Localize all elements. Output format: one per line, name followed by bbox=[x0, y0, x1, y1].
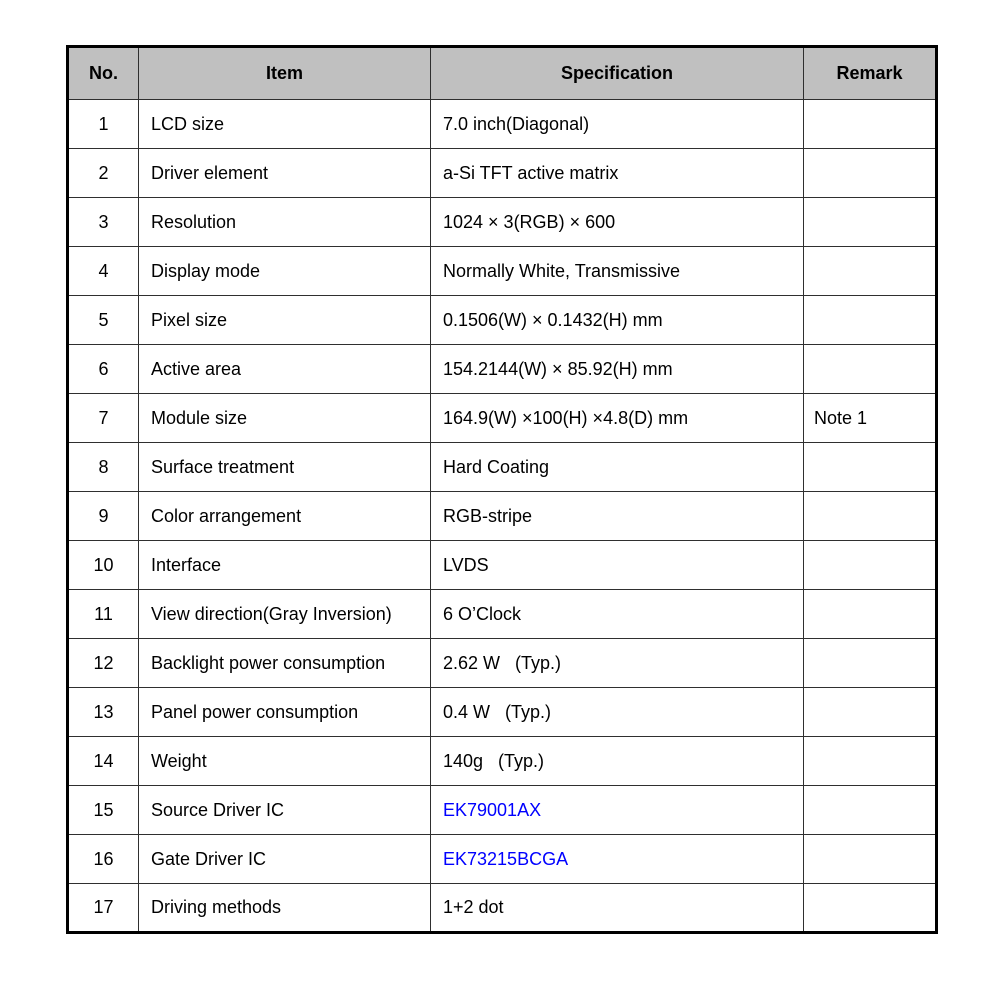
item-cell: View direction(Gray Inversion) bbox=[139, 590, 431, 639]
item-cell: Interface bbox=[139, 541, 431, 590]
item-cell: Driver element bbox=[139, 149, 431, 198]
table-row bbox=[68, 737, 937, 786]
table-row bbox=[68, 786, 937, 835]
remark-cell bbox=[804, 296, 937, 345]
row-number-cell: 16 bbox=[68, 835, 139, 884]
row-number-cell: 6 bbox=[68, 345, 139, 394]
item-cell: Module size bbox=[139, 394, 431, 443]
remark-cell bbox=[804, 149, 937, 198]
remark-cell bbox=[804, 198, 937, 247]
spec-cell: Normally White, Transmissive bbox=[431, 247, 804, 296]
table-header bbox=[68, 47, 937, 100]
table-row bbox=[68, 590, 937, 639]
row-number-cell: 17 bbox=[68, 884, 139, 933]
remark-cell bbox=[804, 443, 937, 492]
spec-cell: 140g (Typ.) bbox=[431, 737, 804, 786]
item-cell: Active area bbox=[139, 345, 431, 394]
table-row bbox=[68, 835, 937, 884]
row-number-cell: 11 bbox=[68, 590, 139, 639]
remark-cell bbox=[804, 590, 937, 639]
table-row bbox=[68, 639, 937, 688]
row-number-cell: 2 bbox=[68, 149, 139, 198]
spec-cell: 164.9(W) ×100(H) ×4.8(D) mm bbox=[431, 394, 804, 443]
table-row bbox=[68, 345, 937, 394]
item-cell: Backlight power consumption bbox=[139, 639, 431, 688]
item-cell: Driving methods bbox=[139, 884, 431, 933]
spec-cell: 0.1506(W) × 0.1432(H) mm bbox=[431, 296, 804, 345]
spec-cell: 1+2 dot bbox=[431, 884, 804, 933]
table-row bbox=[68, 688, 937, 737]
remark-cell bbox=[804, 345, 937, 394]
row-number-cell: 10 bbox=[68, 541, 139, 590]
spec-cell: RGB-stripe bbox=[431, 492, 804, 541]
table-row bbox=[68, 443, 937, 492]
spec-cell: 2.62 W (Typ.) bbox=[431, 639, 804, 688]
spec-cell: 6 O’Clock bbox=[431, 590, 804, 639]
item-cell: Resolution bbox=[139, 198, 431, 247]
col-header-item: Item bbox=[139, 47, 431, 100]
row-number-cell: 8 bbox=[68, 443, 139, 492]
item-cell: Weight bbox=[139, 737, 431, 786]
item-cell: Gate Driver IC bbox=[139, 835, 431, 884]
item-cell: LCD size bbox=[139, 100, 431, 149]
spec-table bbox=[66, 45, 938, 934]
remark-cell bbox=[804, 835, 937, 884]
spec-sheet bbox=[66, 45, 938, 934]
item-cell: Surface treatment bbox=[139, 443, 431, 492]
remark-cell bbox=[804, 688, 937, 737]
remark-cell bbox=[804, 884, 937, 933]
spec-cell: EK79001AX bbox=[431, 786, 804, 835]
col-header-spec: Specification bbox=[431, 47, 804, 100]
row-number-cell: 15 bbox=[68, 786, 139, 835]
table-row bbox=[68, 296, 937, 345]
table-row bbox=[68, 100, 937, 149]
col-header-remark: Remark bbox=[804, 47, 937, 100]
remark-cell bbox=[804, 492, 937, 541]
remark-cell bbox=[804, 786, 937, 835]
item-cell: Panel power consumption bbox=[139, 688, 431, 737]
item-cell: Pixel size bbox=[139, 296, 431, 345]
table-row bbox=[68, 198, 937, 247]
row-number-cell: 5 bbox=[68, 296, 139, 345]
item-cell: Color arrangement bbox=[139, 492, 431, 541]
table-row bbox=[68, 492, 937, 541]
remark-cell: Note 1 bbox=[804, 394, 937, 443]
item-cell: Display mode bbox=[139, 247, 431, 296]
spec-cell: EK73215BCGA bbox=[431, 835, 804, 884]
remark-cell bbox=[804, 100, 937, 149]
table-body bbox=[68, 100, 937, 933]
table-row bbox=[68, 541, 937, 590]
table-row bbox=[68, 394, 937, 443]
spec-cell: LVDS bbox=[431, 541, 804, 590]
row-number-cell: 14 bbox=[68, 737, 139, 786]
table-row bbox=[68, 884, 937, 933]
row-number-cell: 4 bbox=[68, 247, 139, 296]
row-number-cell: 1 bbox=[68, 100, 139, 149]
table-row bbox=[68, 247, 937, 296]
spec-cell: 154.2144(W) × 85.92(H) mm bbox=[431, 345, 804, 394]
item-cell: Source Driver IC bbox=[139, 786, 431, 835]
remark-cell bbox=[804, 639, 937, 688]
remark-cell bbox=[804, 737, 937, 786]
row-number-cell: 9 bbox=[68, 492, 139, 541]
remark-cell bbox=[804, 541, 937, 590]
spec-cell: 0.4 W (Typ.) bbox=[431, 688, 804, 737]
row-number-cell: 3 bbox=[68, 198, 139, 247]
row-number-cell: 12 bbox=[68, 639, 139, 688]
spec-cell: 1024 × 3(RGB) × 600 bbox=[431, 198, 804, 247]
remark-cell bbox=[804, 247, 937, 296]
spec-cell: a-Si TFT active matrix bbox=[431, 149, 804, 198]
spec-cell: Hard Coating bbox=[431, 443, 804, 492]
table-row bbox=[68, 149, 937, 198]
row-number-cell: 13 bbox=[68, 688, 139, 737]
spec-cell: 7.0 inch(Diagonal) bbox=[431, 100, 804, 149]
col-header-no: No. bbox=[68, 47, 139, 100]
header-row bbox=[68, 47, 937, 100]
row-number-cell: 7 bbox=[68, 394, 139, 443]
